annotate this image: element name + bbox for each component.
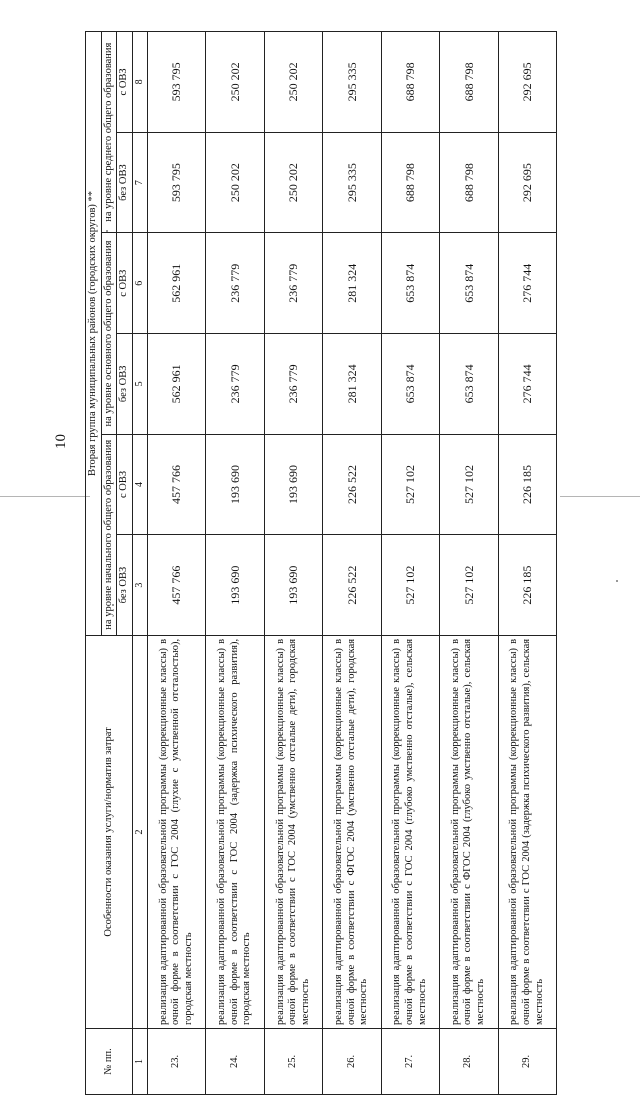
header-sub: с ОВЗ [117, 233, 133, 334]
row-description: реализация адаптированной образовательной программы (коррекционные классы) в очной форме в соответствии с ФГОС 2004 (глубоко умственно отсталые), сельская местность [440, 635, 498, 1028]
cost-value: 236 779 [206, 334, 264, 435]
cost-value: 236 779 [264, 233, 322, 334]
cost-value: 226 522 [323, 434, 381, 535]
cost-value: 527 102 [381, 535, 439, 636]
header-level-secondary: на уровне среднего общего образования [101, 32, 117, 233]
cost-value: 292 695 [498, 32, 557, 133]
cost-value: 527 102 [440, 434, 498, 535]
cost-value: 688 798 [440, 32, 498, 133]
cost-value: 562 961 [147, 233, 205, 334]
cost-value: 250 202 [264, 32, 322, 133]
row-number: 23. [147, 1028, 205, 1094]
column-index: 7 [132, 132, 147, 233]
cost-value: 688 798 [381, 132, 439, 233]
cost-value: 193 690 [206, 434, 264, 535]
cost-value: 653 874 [440, 334, 498, 435]
header-level-basic: на уровне основного общего образования [101, 233, 117, 434]
cost-value: 276 744 [498, 334, 557, 435]
row-number: 29. [498, 1028, 557, 1094]
header-level-primary: на уровне начального общего образования [101, 434, 117, 635]
table-row [206, 32, 264, 1095]
cost-value: 562 961 [147, 334, 205, 435]
cost-value: 226 185 [498, 535, 557, 636]
cost-value: 688 798 [381, 32, 439, 133]
header-sub: без ОВЗ [117, 132, 133, 233]
cost-value: 250 202 [264, 132, 322, 233]
cost-value: 527 102 [381, 434, 439, 535]
row-description: реализация адаптированной образовательной программы (коррекционные классы) в очной форме в соответствии с ГОС 2004 (задержка психического развития), городская местность [206, 635, 264, 1028]
cost-value: 250 202 [206, 132, 264, 233]
cost-value: 276 744 [498, 233, 557, 334]
cost-value: 193 690 [206, 535, 264, 636]
column-index: 5 [132, 334, 147, 435]
table-row [381, 32, 439, 1095]
cost-value: 457 766 [147, 434, 205, 535]
cost-value: 226 185 [498, 434, 557, 535]
page-number: 10 [53, 434, 69, 449]
table-row [147, 32, 205, 1095]
cost-value: 236 779 [206, 233, 264, 334]
scan-artifact-line [0, 496, 90, 497]
cost-value: 193 690 [264, 535, 322, 636]
header-group: Вторая группа муниципальных районов (городских округов) ** [86, 32, 102, 636]
header-sub: с ОВЗ [117, 434, 133, 535]
rotated-table-wrapper [85, 31, 557, 1095]
column-index: 6 [132, 233, 147, 334]
row-number: 24. [206, 1028, 264, 1094]
cost-value: 193 690 [264, 434, 322, 535]
cost-value: 653 874 [381, 233, 439, 334]
header-sub: без ОВЗ [117, 535, 133, 636]
column-index: 8 [132, 32, 147, 133]
row-number: 27. [381, 1028, 439, 1094]
cost-value: 292 695 [498, 132, 557, 233]
cost-value: 250 202 [206, 32, 264, 133]
cost-value: 653 874 [381, 334, 439, 435]
scan-speck [616, 580, 618, 582]
row-description: реализация адаптированной образовательной программы (коррекционные классы) в очной форме в соответствии с ГОС 2004 (глухие с умственной отсталостью), городская местность [147, 635, 205, 1028]
cost-value: 593 795 [147, 132, 205, 233]
table-row [323, 32, 381, 1095]
table-row [264, 32, 322, 1095]
cost-value: 281 324 [323, 334, 381, 435]
header-features: Особенности оказания услуги/норматив затрат [86, 635, 133, 1028]
cost-value: 653 874 [440, 233, 498, 334]
cost-value: 226 522 [323, 535, 381, 636]
column-index: 1 [132, 1028, 147, 1094]
column-index: 3 [132, 535, 147, 636]
cost-value: 236 779 [264, 334, 322, 435]
row-number: 25. [264, 1028, 322, 1094]
table-body [147, 32, 556, 1095]
row-number: 26. [323, 1028, 381, 1094]
cost-value: 688 798 [440, 132, 498, 233]
header-sub: с ОВЗ [117, 32, 133, 133]
scan-artifact-line [560, 496, 640, 497]
row-description: реализация адаптированной образовательной программы (коррекционные классы) в очной форме в соответствии с ГОС 2004 (умственно отсталые дети), городская местность [264, 635, 322, 1028]
row-number: 28. [440, 1028, 498, 1094]
cost-value: 457 766 [147, 535, 205, 636]
cost-value: 295 335 [323, 32, 381, 133]
cost-norms-table [85, 31, 557, 1095]
header-row-group [86, 32, 102, 1095]
row-description: реализация адаптированной образовательной программы (коррекционные классы) в очной форме в соответствии с ГОС 2004 (задержка психического развития), сельская местность [498, 635, 557, 1028]
row-description: реализация адаптированной образовательной программы (коррекционные классы) в очной форме в соответствии с ФГОС 2004 (умственно отсталые дети), городская местность [323, 635, 381, 1028]
header-sub: без ОВЗ [117, 334, 133, 435]
row-description: реализация адаптированной образовательной программы (коррекционные классы) в очной форме в соответствии с ГОС 2004 (глубоко умственно отсталые), сельская местность [381, 635, 439, 1028]
cost-value: 593 795 [147, 32, 205, 133]
header-row-index [132, 32, 147, 1095]
cost-value: 295 335 [323, 132, 381, 233]
table-row [440, 32, 498, 1095]
column-index: 2 [132, 635, 147, 1028]
cost-value: 281 324 [323, 233, 381, 334]
table-row [498, 32, 557, 1095]
cost-value: 527 102 [440, 535, 498, 636]
column-index: 4 [132, 434, 147, 535]
header-no: № пп. [86, 1028, 133, 1094]
